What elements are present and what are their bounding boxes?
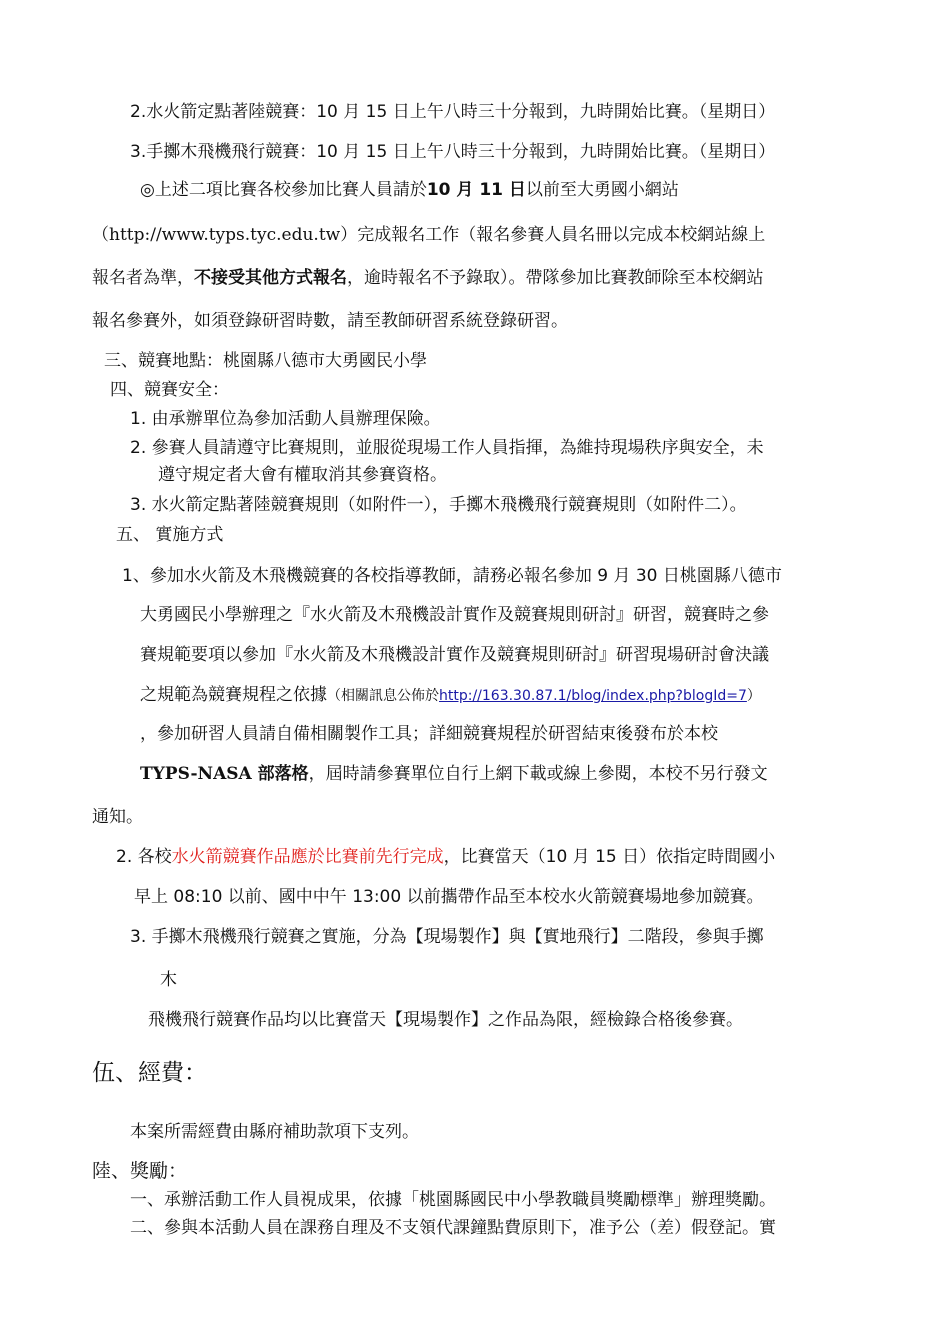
safety-item-3: 3. 水火箭定點著陸競賽規則（如附件一），手擲木飛機飛行競賽規則（如附件二）。 <box>130 495 747 515</box>
implementation-item-1-end: 通知。 <box>92 807 143 827</box>
implementation-item-3-cont: 木 <box>160 970 177 990</box>
blog-name: TYPS-NASA 部落格 <box>140 764 309 784</box>
implementation-item-1-cont: ，參加研習人員請自備相關製作工具；詳細競賽規程於研習結束後發布於本校 <box>140 724 718 744</box>
registration-site-line <box>92 223 765 247</box>
implementation-item-3: 3. 手擲木飛機飛行競賽之實施，分為【現場製作】與【實地飛行】二階段，參與手擲 <box>130 927 764 947</box>
item-2-text: ，比賽當天（10 月 15 日）依指定時間國小 <box>443 847 776 867</box>
basis-note-close: ） <box>746 688 761 704</box>
implementation-item-1-cont: 賽規範要項以參加『水火箭及木飛機設計實作及競賽規則研討』研習現場研討會決議 <box>140 645 769 665</box>
registration-note <box>140 178 679 202</box>
registration-rule-text: 報名者為準， <box>92 268 194 288</box>
safety-item-1: 1. 由承辦單位為參加活動人員辦理保險。 <box>130 409 441 429</box>
award-item-2: 二、參與本活動人員在課務自理及不支領代課鐘點費原則下，准予公（差）假登記。實 <box>130 1218 776 1238</box>
registration-hours-line: 報名參賽外，如須登錄研習時數，請至教師研習系統登錄研習。 <box>92 311 568 331</box>
blog-link[interactable]: http://163.30.87.1/blog/index.php?blogId=7 <box>439 688 747 704</box>
registration-site-url: http://www.typs.tyc.edu.tw <box>109 225 341 245</box>
implementation-item-2 <box>116 845 775 869</box>
schedule-item-water-rocket: 2.水火箭定點著陸競賽：10 月 15 日上午八時三十分報到，九時開始比賽。（星期日） <box>130 102 776 122</box>
award-item-1: 一、承辦活動工作人員視成果，依據「桃園縣國民中小學教職員獎勵標準」辦理獎勵。 <box>130 1190 776 1210</box>
implementation-item-1-cont: 大勇國民小學辦理之『水火箭及木飛機設計實作及競賽規則研討』研習，競賽時之參 <box>140 605 769 625</box>
section-implementation-heading: 五、 實施方式 <box>116 525 224 545</box>
registration-note-text: 以前至大勇國小網站 <box>525 180 679 200</box>
basis-text: 之規範為競賽規程之依據 <box>140 685 327 705</box>
section-venue: 三、競賽地點：桃園縣八德市大勇國民小學 <box>104 351 427 371</box>
implementation-item-1-blog <box>140 762 768 786</box>
implementation-item-2-cont: 早上 08:10 以前、國中中午 13:00 以前攜帶作品至本校水火箭競賽場地參加競賽。 <box>134 887 764 907</box>
item-2-emphasis: 水火箭競賽作品應於比賽前先行完成 <box>171 847 444 867</box>
registration-deadline: 10 月 11 日 <box>426 180 526 200</box>
section-safety-heading: 四、競賽安全： <box>110 380 229 400</box>
safety-item-2: 2. 參賽人員請遵守比賽規則，並服從現場工作人員指揮，為維持現場秩序與安全，未 <box>130 438 764 458</box>
section-funding-heading: 伍、經費： <box>92 1060 207 1086</box>
implementation-item-1-basis <box>140 683 761 708</box>
registration-rule-text: ，逾時報名不予錄取）。帶隊參加比賽教師除至本校網站 <box>347 268 764 288</box>
registration-rule-emphasis: 不接受其他方式報名 <box>194 268 347 288</box>
registration-rule-line <box>92 266 764 290</box>
funding-text: 本案所需經費由縣府補助款項下支列。 <box>130 1122 419 1142</box>
registration-note-text: ◎上述二項比賽各校參加比賽人員請於 <box>140 180 427 200</box>
safety-item-2-cont: 遵守規定者大會有權取消其參賽資格。 <box>158 465 447 485</box>
section-award-heading: 陸、獎勵： <box>92 1160 188 1182</box>
schedule-item-wood-plane: 3.手擲木飛機飛行競賽：10 月 15 日上午八時三十分報到，九時開始比賽。（星期日） <box>130 142 776 162</box>
implementation-item-1: 1、參加水火箭及木飛機競賽的各校指導教師，請務必報名參加 9 月 30 日桃園縣八德市 <box>122 566 782 586</box>
implementation-item-3-cont: 飛機飛行競賽作品均以比賽當天【現場製作】之作品為限，經檢錄合格後參賽。 <box>148 1010 743 1030</box>
basis-note: （相關訊息公佈於 <box>327 688 439 704</box>
blog-text: ，屆時請參賽單位自行上網下載或線上參閱，本校不另行發文 <box>308 764 768 784</box>
registration-site-text: ）完成報名工作（報名參賽人員名冊以完成本校網站線上 <box>340 225 766 245</box>
paren: （ <box>92 225 109 245</box>
item-2-text: 2. 各校 <box>116 847 172 867</box>
